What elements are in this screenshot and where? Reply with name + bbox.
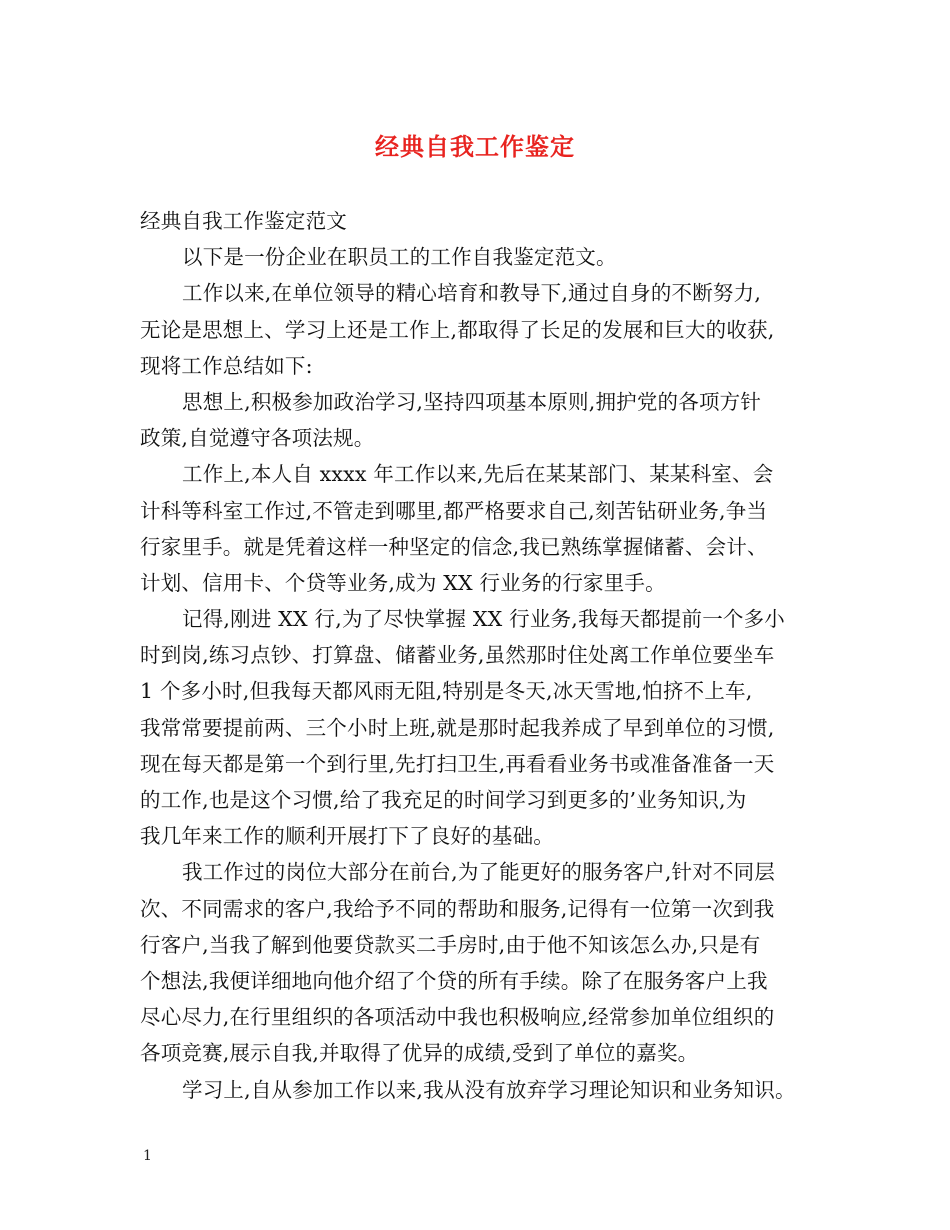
text-line: 行客户,当我了解到他要贷款买二手房时,由于他不知该怎么办,只是有 xyxy=(140,932,761,957)
text-line: 工作上,本人自 xxxx 年工作以来,先后在某某部门、某某科室、会 xyxy=(182,462,774,487)
document-title: 经典自我工作鉴定 xyxy=(375,132,575,161)
text-line: 计科等科室工作过,不管走到哪里,都严格要求自己,刻苦钻研业务,争当 xyxy=(140,498,768,523)
text-line: 次、不同需求的客户,我给予不同的帮助和服务,记得有一位第一次到我 xyxy=(140,896,775,921)
text-line: 各项竞赛,展示自我,并取得了优异的成绩,受到了单位的嘉奖。 xyxy=(140,1041,699,1066)
text-line: 学习上,自从参加工作以来,我从没有放弃学习理论知识和业务知识。 xyxy=(182,1077,796,1102)
text-line: 时到岗,练习点钞、打算盘、储蓄业务,虽然那时住处离工作单位要坐车 xyxy=(140,643,775,668)
text-line: 工作以来,在单位领导的精心培育和教导下,通过自身的不断努力, xyxy=(182,281,762,306)
text-line: 经典自我工作鉴定范文 xyxy=(140,209,347,233)
text-line: 现将工作总结如下: xyxy=(140,353,313,378)
text-line: 无论是思想上、学习上还是工作上,都取得了长足的发展和巨大的收获, xyxy=(140,317,775,342)
text-line: 尽心尽力,在行里组织的各项活动中我也积极响应,经常参加单位组织的 xyxy=(140,1005,775,1030)
text-line: 个想法,我便详细地向他介绍了个贷的所有手续。除了在服务客户上我 xyxy=(140,968,768,993)
text-line: 以下是一份企业在职员工的工作自我鉴定范文。 xyxy=(182,245,617,270)
text-line: 的工作,也是这个习惯,给了我充足的时间学习到更多的’业务知识,为 xyxy=(140,788,747,812)
text-line: 行家里手。就是凭着这样一种坚定的信念,我已熟练掌握储蓄、会计、 xyxy=(140,534,768,559)
text-line: 我几年来工作的顺利开展打下了良好的基础。 xyxy=(140,824,554,849)
text-line: 思想上,积极参加政治学习,坚持四项基本原则,拥护党的各项方针 xyxy=(182,389,762,414)
text-line: 政策,自觉遵守各项法规。 xyxy=(140,426,375,451)
text-line: 我常常要提前两、三个小时上班,就是那时起我养成了早到单位的习惯, xyxy=(140,715,775,740)
text-line: 记得,刚进 XX 行,为了尽快掌握 XX 行业务,我每天都提前一个多小 xyxy=(182,607,785,632)
text-line: 我工作过的岗位大部分在前台,为了能更好的服务客户,针对不同层 xyxy=(182,860,776,885)
text-line: 现在每天都是第一个到行里,先打扫卫生,再看看业务书或准备准备一天 xyxy=(140,751,775,776)
document-body xyxy=(140,203,830,1108)
text-line: 计划、信用卡、个贷等业务,成为 XX 行业务的行家里手。 xyxy=(140,570,666,595)
page-number: 1 xyxy=(143,1148,152,1164)
text-line: 1 个多小时,但我每天都风雨无阻,特别是冬天,冰天雪地,怕挤不上车, xyxy=(140,679,753,704)
